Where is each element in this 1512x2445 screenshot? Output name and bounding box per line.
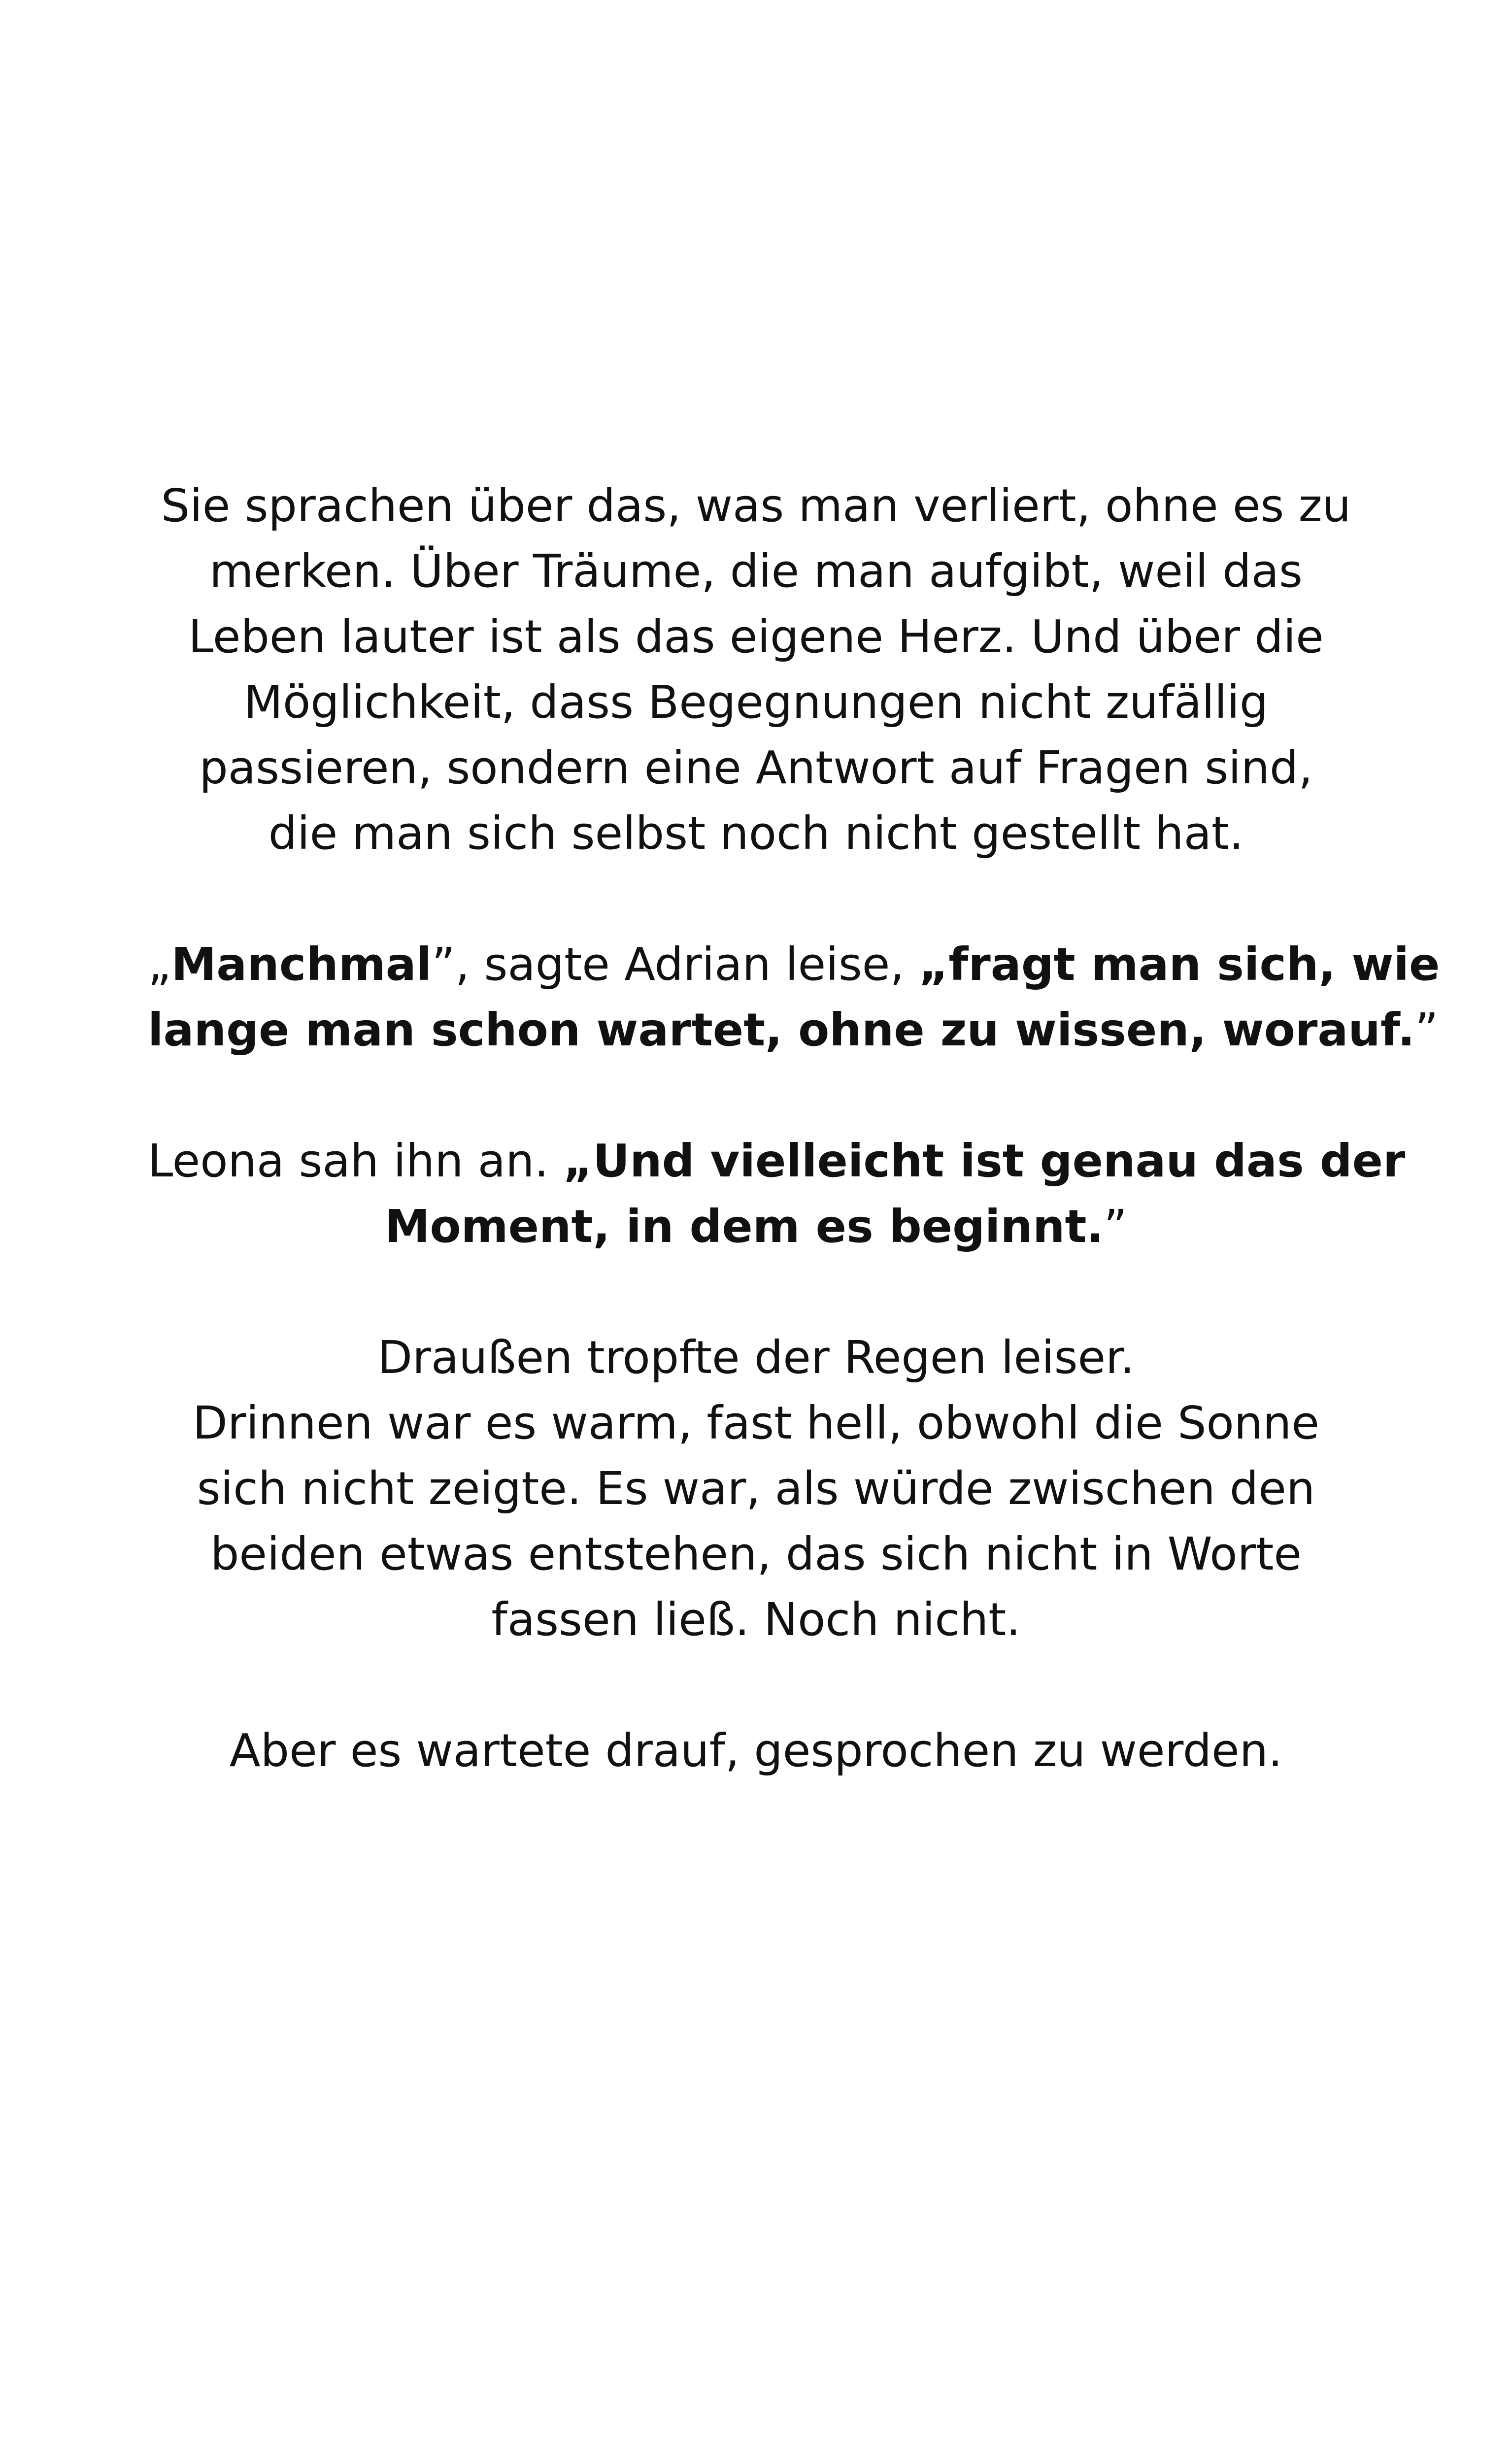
paragraph-1 bbox=[148, 473, 1364, 866]
text-line: Sie sprachen über das, was man verliert, ohne es zu bbox=[161, 479, 1351, 532]
paragraph-5 bbox=[148, 1718, 1364, 1783]
opening-quote: „ bbox=[148, 938, 171, 991]
paragraph-2-dialogue bbox=[148, 932, 1440, 1063]
paragraph-3-dialogue bbox=[148, 1128, 1406, 1259]
text-line: Möglichkeit, dass Begegnungen nicht zufällig bbox=[243, 676, 1269, 729]
text-line bbox=[148, 1194, 1364, 1259]
spoken-text: „fragt man sich, wie bbox=[918, 938, 1440, 991]
text-line: Aber es wartete drauf, gesprochen zu werden. bbox=[229, 1724, 1283, 1777]
text-line: die man sich selbst noch nicht gestellt hat. bbox=[268, 807, 1244, 860]
text-line: fassen ließ. Noch nicht. bbox=[491, 1593, 1021, 1646]
closing-quote: ” bbox=[1104, 1200, 1128, 1253]
text-line: Draußen tropfte der Regen leiser. bbox=[377, 1331, 1135, 1384]
spoken-text: lange man schon wartet, ohne zu wissen, worauf. bbox=[148, 1004, 1415, 1056]
text-line: merken. Über Träume, die man aufgibt, weil das bbox=[209, 545, 1303, 598]
spoken-text: Moment, in dem es beginnt. bbox=[384, 1200, 1104, 1253]
narration-text: Leona sah ihn an. bbox=[148, 1135, 563, 1187]
text-line: sich nicht zeigte. Es war, als würde zwischen den bbox=[197, 1462, 1315, 1515]
text-line bbox=[148, 997, 1439, 1063]
narration-text: ”, sagte Adrian leise, bbox=[432, 938, 919, 991]
spoken-text: „Und vielleicht ist genau das der bbox=[563, 1135, 1406, 1187]
text-line bbox=[148, 1128, 1406, 1194]
spoken-text: Manchmal bbox=[171, 938, 432, 991]
text-line: passieren, sondern eine Antwort auf Fragen sind, bbox=[199, 741, 1313, 794]
paragraph-4 bbox=[148, 1325, 1364, 1652]
text-line: Leben lauter ist als das eigene Herz. Und über die bbox=[188, 610, 1324, 663]
text-line bbox=[148, 932, 1440, 997]
text-line: Drinnen war es warm, fast hell, obwohl die Sonne bbox=[193, 1397, 1319, 1449]
closing-quote: ” bbox=[1414, 1004, 1439, 1056]
story-text bbox=[148, 473, 1440, 1783]
text-line: beiden etwas entstehen, das sich nicht in Worte bbox=[210, 1528, 1302, 1580]
